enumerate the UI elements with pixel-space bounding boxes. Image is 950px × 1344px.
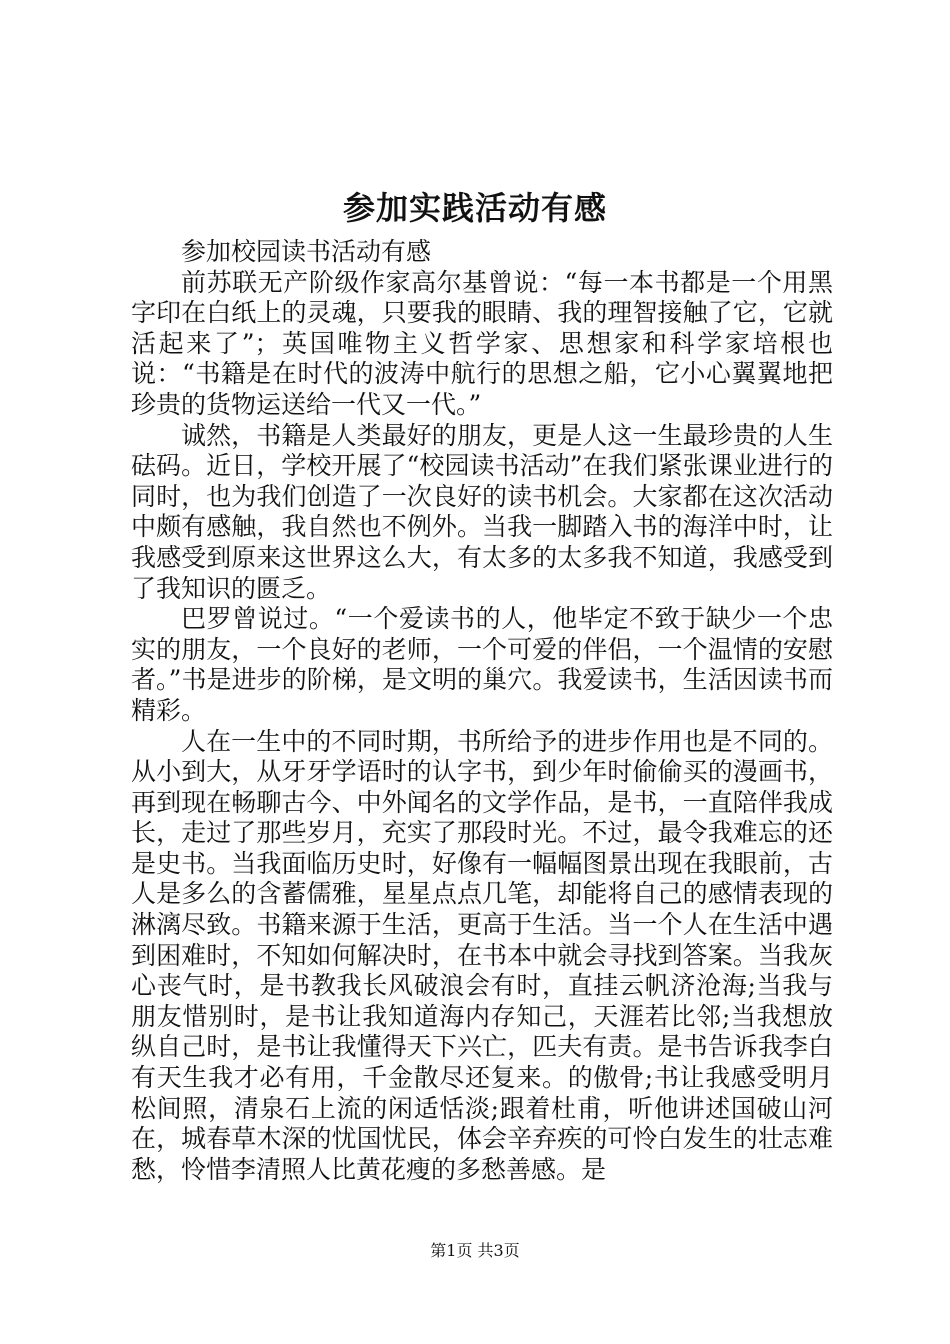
subtitle-paragraph: 参加校园读书活动有感 [181, 237, 432, 266]
paragraph-barrow-quote: 巴罗曾说过。“一个爱读书的人，他毕定不致于缺少一个忠实的朋友，一个良好的老师，一个可爱的伴侣，一个温情的安慰者。”书是进步的阶梯，是文明的巢穴。我爱读书，生活因读书而精彩。 [131, 604, 833, 725]
page-number-footer: 第1页 共3页 [430, 1241, 520, 1260]
document-title: 参加实践活动有感 [342, 189, 607, 227]
document-body [131, 237, 833, 1185]
paragraph-reading-activity: 诚然，书籍是人类最好的朋友，更是人这一生最珍贵的人生砝码。近日，学校开展了“校园读书活动”在我们紧张课业进行的同时，也为我们创造了一次良好的读书机会。大家都在这次活动中颇有感触，我自然也不例外。当我一脚踏入书的海洋中时，让我感受到原来这世界这么大，有太多的太多我不知道，我感受到了我知识的匮乏。 [131, 420, 833, 603]
paragraph-gorky-quote: 前苏联无产阶级作家高尔基曾说：“每一本书都是一个用黑字印在白纸上的灵魂，只要我的眼睛、我的理智接触了它，它就活起来了”；英国唯物主义哲学家、思想家和科学家培根也说：“书籍是在时代的波涛中航行的思想之船，它小心翼翼地把珍贵的货物运送给一代又一代。” [131, 267, 833, 419]
paragraph-life-stages: 人在一生中的不同时期，书所给予的进步作用也是不同的。从小到大，从牙牙学语时的认字书，到少年时偷偷买的漫画书，再到现在畅聊古今、中外闻名的文学作品，是书，一直陪伴我成长，走过了那些岁月，充实了那段时光。不过，最令我难忘的还是史书。当我面临历史时，好像有一幅幅图景出现在我眼前，古人是多么的含蓄儒雅，星星点点几笔，却能将自己的感情表现的淋漓尽致。书籍来源于生活，更高于生活。当一个人在生活中遇到困难时，不知如何解决时，在书本中就会寻找到答案。当我灰心丧气时，是书教我长风破浪会有时，直挂云帆济沧海;当我与朋友惜别时，是书让我知道海内存知己，天涯若比邻;当我想放纵自己时，是书让我懂得天下兴亡，匹夫有责。是书告诉我李白有天生我才必有用，千金散尽还复来。的傲骨;书让我感受明月松间照，清泉石上流的闲适恬淡;跟着杜甫，听他讲述国破山河在，城春草木深的忧国忧民，体会辛弃疾的可怜白发生的壮志难愁，怜惜李清照人比黄花瘦的多愁善感。是 [131, 726, 833, 1184]
